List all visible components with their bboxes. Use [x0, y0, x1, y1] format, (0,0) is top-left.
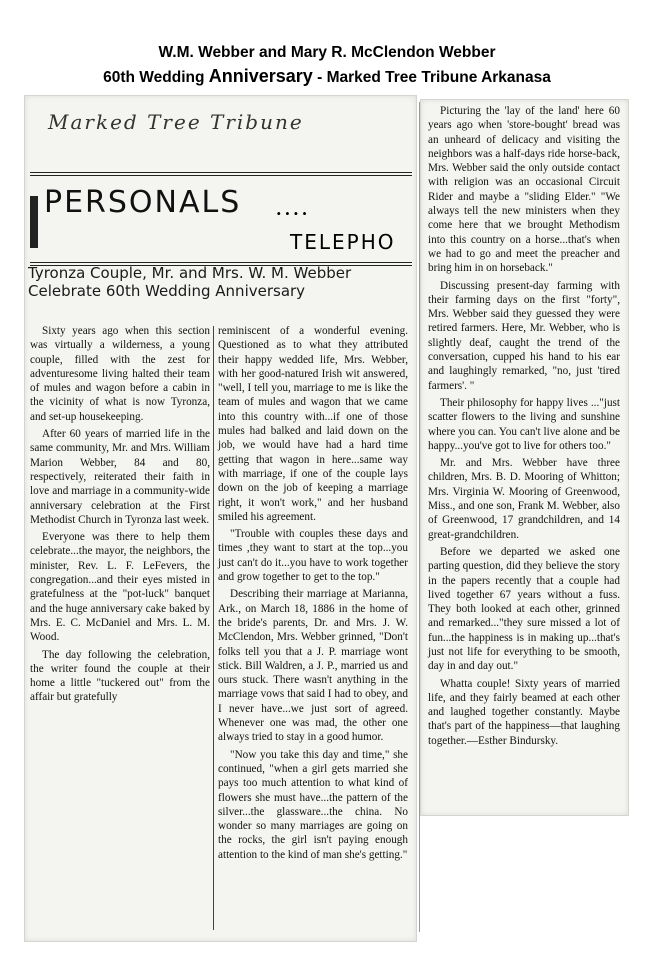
article-column-3 — [428, 104, 620, 751]
subtitle-part-2: Anniversary — [208, 66, 313, 86]
paragraph: The day following the celebration, the writer found the couple at their home a little "tuckered out" from the affair but gratefully — [30, 648, 210, 704]
article-headline — [28, 264, 408, 300]
paragraph: Mr. and Mrs. Webber have three children, Mrs. B. D. Mooring of Whitton; Mrs. Virginia W. Mooring of Greenwood, Miss., and one son, Frank M. Webber, also of Greenwood, 17 grandchildren, and 14 great-grandchildren. — [428, 457, 620, 541]
article-column-1 — [30, 324, 210, 708]
paragraph: Everyone was there to help them celebrate...the mayor, the neighbors, the minister, Rev. L. F. LeFevers, the congregation...and their eyes misted in gratefulness at the "pot-luck" banquet and the huge anniversary cake baked by Mrs. E. C. McDaniel and Mrs. L. M. Wood. — [30, 531, 210, 644]
banner-bar — [30, 196, 38, 248]
page-title: W.M. Webber and Mary R. McClendon Webber — [158, 44, 496, 61]
paragraph: Before we departed we asked one parting question, did they believe the story in the papers recently that a couple had lived together 67 years without a fuss. They both looked at each other, grinned and remarked..."they sure missed a lot of fun...the happiness is in making up...that's just not life for everything to be smooth, day in and day out." — [428, 545, 620, 673]
paragraph: After 60 years of married life in the same community, Mr. and Mrs. William Marion Webber, 84 and 80, respectively, reiterated their faith in love and marriage in a community-wide anniversary celebration at the First Methodist Church in Tyronza last week. — [30, 428, 210, 526]
paragraph: Their philosophy for happy lives ..."just scatter flowers to the living and sunshine where you can. You can't live alone and be happy...you've got to live for others too." — [428, 396, 620, 452]
paragraph: reminiscent of a wonderful evening. Questioned as to what they attributed their happy wedded life, Mrs. Webber, with her good-natured Irish wit answered, "well, I tell you, marriage to me is like the team of mules and wagon that we came into this country with...if one of those mules had balked and laid down on the job, we would have had a hard time getting that wagon in here...same way with marriage, if one of the couple lays down on the job of keeping a marriage right, it won't work," and her husband smiled his agreement. — [218, 325, 408, 523]
paragraph: Describing their marriage at Marianna, Ark., on March 18, 1886 in the home of the bride's parents, Dr. and Mrs. J. W. McClendon, Mrs. Webber grinned, "Don't folks tell you that a J. P. marriage wont stick. Bill Waldren, a J. P., married us and ours stuck. There wasn't anything in the marriage vows that said I had to obey, and I never have...we just sort of agreed. Whenever one was mad, the other one always tried to stay in a good humor. — [218, 588, 408, 744]
section-dots: .... — [276, 200, 311, 219]
paragraph: "Trouble with couples these days and times ,they want to start at the top...you just can't do it...you have to work together and grow together to get to the top." — [218, 528, 408, 584]
page-subtitle — [0, 66, 654, 87]
paragraph: Picturing the 'lay of the land' here 60 years ago when 'store-bought' bread was an unheard of delicacy and visiting the neighbors was a half-days ride horse-back, Mrs. Webber said the only outside contact with religion was an occasional Circuit Rider and maybe a "sliding Elder." "We always tell the new ministers when they come here that we brought Methodism into this country on a horse...that's when we had to go and meet the preacher and bring him in on horseback." — [428, 105, 620, 275]
subtitle-part-3: - Marked Tree Tribune Arkanasa — [312, 69, 551, 86]
headline-line-1: Tyronza Couple, Mr. and Mrs. W. M. Webber — [28, 264, 352, 282]
headline-line-2: Celebrate 60th Wedding Anniversary — [28, 282, 306, 300]
paragraph: "Now you take this day and time," she continued, "when a girl gets married she pays too much attention to what kind of flowers she must have...the pattern of the silver...the glassware...the china. No wonder so many marriages are going on the rocks, the girl isn't paying enough attention to the kind of man she's getting." — [218, 748, 408, 861]
paragraph: Whatta couple! Sixty years of married life, and they fairly beamed at each other and laughed together constantly. Maybe that's part of the happiness—that laughing together.—Esther Bindursky. — [428, 677, 620, 747]
article-column-2 — [218, 324, 408, 865]
paragraph: Discussing present-day farming with their farming days on the first "forty", Mrs. Webber said they guessed they were retired farmers. Here, Mr. Webber, who is slightly deaf, caught the trend of the conversation, cupped his hand to his ear and laughingly remarked, "no, just 'tired farmers'. " — [428, 279, 620, 392]
paragraph: Sixty years ago when this section was virtually a wilderness, a young couple, filled with the zest for adventuresome living halted their team of mules and wagon before a cabin in the vicinity of what is now Tyronza, and set-up housekeeping. — [30, 325, 210, 423]
newspaper-masthead: Marked Tree Tribune — [48, 110, 304, 134]
column-divider-1 — [213, 326, 214, 930]
subtitle-part-1: 60th Wedding — [103, 69, 209, 86]
column-divider-2 — [419, 102, 420, 932]
section-title: PERSONALS — [44, 185, 242, 220]
section-subtitle: TELEPHO — [290, 230, 396, 254]
